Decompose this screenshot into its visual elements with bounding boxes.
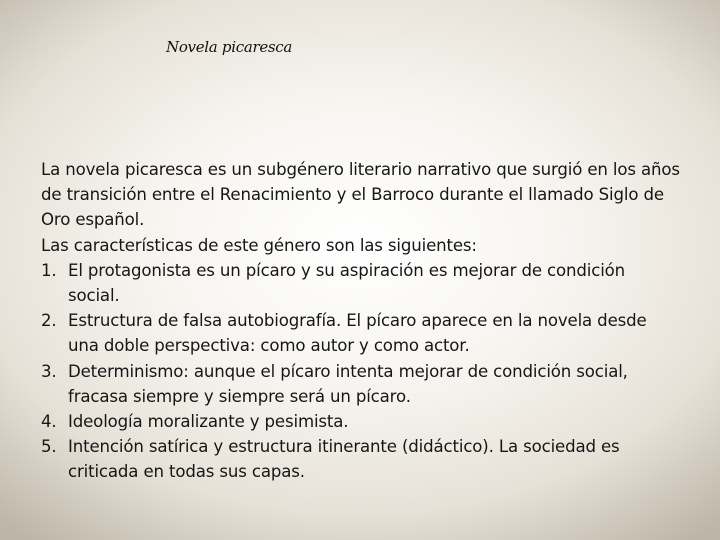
list-item-number: 3. xyxy=(41,361,57,381)
list-item-number: 1. xyxy=(41,260,57,280)
list-item-number: 2. xyxy=(41,311,57,331)
characteristics-list xyxy=(41,258,681,485)
list-lead: Las características de este género son las siguientes: xyxy=(41,235,477,255)
list-item-text: Intención satírica y estructura itinerante (didáctico). La sociedad es criticada en todas sus capas. xyxy=(68,437,620,482)
intro-paragraph: La novela picaresca es un subgénero literario narrativo que surgió en los años de transición entre el Renacimiento y el Barroco durante el llamado Siglo de Oro español. xyxy=(41,160,680,230)
list-item-number: 5. xyxy=(41,437,57,457)
list-item xyxy=(41,409,681,434)
list-item-text: Determinismo: aunque el pícaro intenta mejorar de condición social, fracasa siempre y siempre será un pícaro. xyxy=(68,361,628,406)
slide-title: Novela picaresca xyxy=(166,38,293,56)
list-item xyxy=(41,258,681,308)
list-item-number: 4. xyxy=(41,412,57,432)
list-item xyxy=(41,434,681,484)
list-item-text: El protagonista es un pícaro y su aspiración es mejorar de condición social. xyxy=(68,260,626,306)
list-item-text: Ideología moralizante y pesimista. xyxy=(68,412,349,432)
list-item xyxy=(41,359,681,409)
list-item xyxy=(41,308,681,358)
list-item-text: Estructura de falsa autobiografía. El pícaro aparece en la novela desde una doble perspectiva: como autor y como actor. xyxy=(68,311,647,356)
slide-body xyxy=(41,157,681,485)
